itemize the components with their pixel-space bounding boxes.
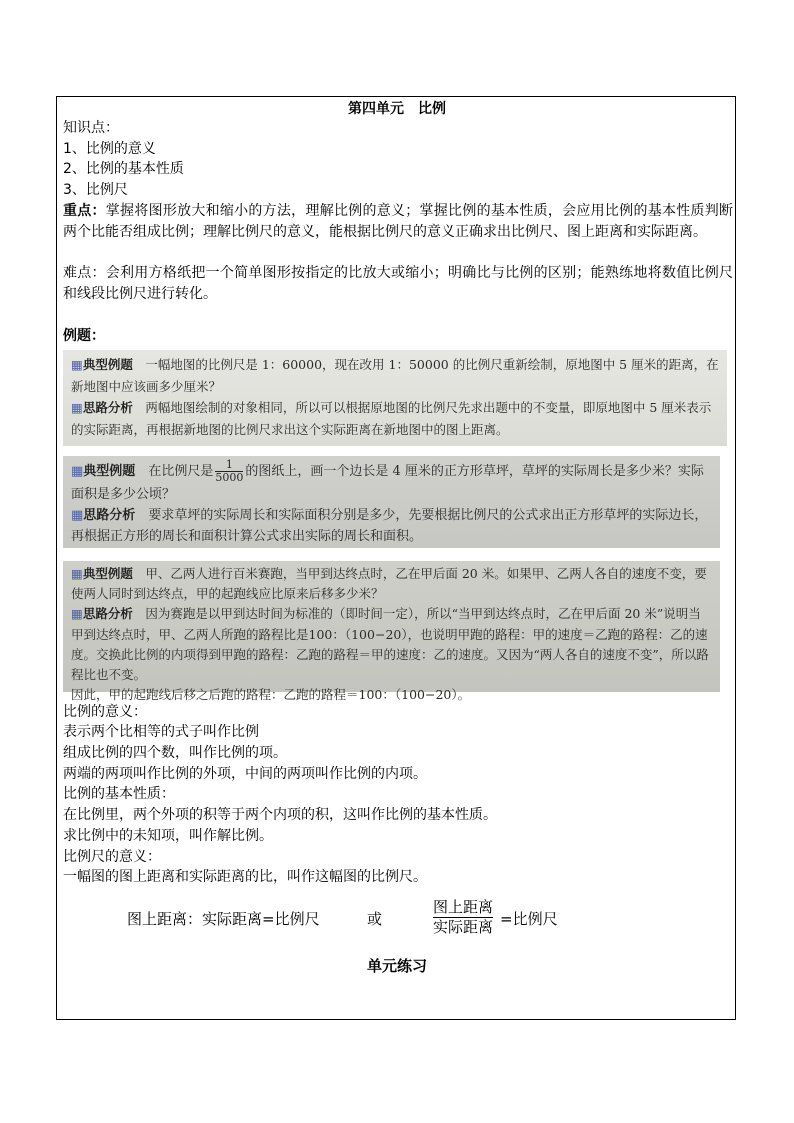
example-analysis: ▦ 思路分析 要求草坪的实际周长和实际面积分别是多少，先要根据比例尺的公式求出正方形草坪的实际边长，再根据正方形的周长和面积计算公式求出实际的周长和面积。 — [71, 505, 712, 547]
key-point-text: 掌握将图形放大和缩小的方法，理解比例的意义；掌握比例的基本性质，会应用比例的基本性质判断两个比能否组成比例；理解比例尺的意义，能根据比例尺的意义正确求出比例尺、图上距离和实际距离。 — [63, 203, 734, 240]
key-point-label: 重点： — [63, 203, 106, 219]
example-analysis: ▦ 思路分析 因为赛跑是以甲到达时间为标准的（即时间一定），所以“当甲到达终点时，乙在甲后面 20 米”说明当甲到达终点时，甲、乙两人所跑的路程比是100：（100−20），也说明甲跑的路程：甲的速度＝乙跑的路程：乙的速度。交换此比例的内项得到甲跑的路程：乙跑的路程＝甲的速度：乙的速度。又因为“两人各自的速度不变”，所以路程比也不变。 — [71, 604, 712, 685]
note-line: 比例尺的意义： — [63, 849, 161, 865]
knowledge-item: 1、比例的意义 — [63, 141, 156, 157]
analysis-tag: ▦ 思路分析 — [71, 400, 133, 415]
analysis-tag: ▦ 思路分析 — [71, 606, 133, 621]
note-line: 比例的意义： — [63, 704, 147, 720]
example-photo-1 — [63, 350, 727, 446]
example-conclusion: 因此，甲的起跑线后移之后跑的路程：乙跑的路程＝100：（100−20）。 — [71, 687, 471, 703]
knowledge-heading: 知识点： — [63, 120, 119, 136]
example-photo-3 — [63, 561, 720, 703]
note-line: 一幅图的图上距离和实际距离的比，叫作这幅图的比例尺。 — [63, 869, 427, 885]
note-line: 比例的基本性质： — [63, 786, 175, 802]
example-question: ▦ 典型例题 在比例尺是 $\frac{1}{5000}$ 的图纸上，画一个边长是 4 厘米的正方形草坪，草坪的实际周长是多少米？实际面积是多少公顷？ — [71, 459, 712, 505]
formula-or: 或 — [367, 910, 383, 928]
note-line: 表示两个比相等的式子叫作比例 — [63, 724, 259, 740]
page-title: 第四单元 比例 — [348, 101, 446, 117]
formula-equals: =比例尺 — [500, 910, 558, 928]
note-line: 两端的两项叫作比例的外项，中间的两项叫作比例的内项。 — [63, 766, 427, 782]
analysis-tag: ▦ 思路分析 — [71, 508, 135, 523]
example-tag: ▦ 典型例题 — [71, 566, 133, 581]
note-line: 组成比例的四个数，叫作比例的项。 — [63, 745, 287, 761]
example-analysis: ▦ 思路分析 两幅地图绘制的对象相同，所以可以根据原地图的比例尺先求出题中的不变量，即原地图中 5 厘米表示的实际距离，再根据新地图的比例尺求出这个实际距离在新地图中的图上距离。 — [71, 397, 719, 440]
example-question: ▦ 典型例题 甲、乙两人进行百米赛跑，当甲到达终点时，乙在甲后面 20 米。如果甲、乙两人各自的速度不变，要使两人同时到达终点，甲的起跑线应比原来后移多少米？ — [71, 564, 712, 604]
knowledge-item: 3、比例尺 — [63, 182, 128, 198]
fraction-numerator: 图上距离 — [433, 898, 494, 916]
scale-fraction: $\frac{1}{5000}$ — [215, 458, 244, 484]
note-line: 在比例里，两个外项的积等于两个内项的积，这叫作比例的基本性质。 — [63, 807, 497, 823]
example-question: ▦ 典型例题 一幅地图的比例尺是 1：60000，现在改用 1：50000 的比例尺重新绘制，原地图中 5 厘米的距离，在新地图中应该画多少厘米？ — [71, 354, 719, 397]
section-title: 单元练习 — [366, 957, 427, 975]
example-tag: ▦ 典型例题 — [71, 464, 135, 479]
fraction-denominator: 实际距离 — [433, 918, 494, 936]
example-tag: ▦ 典型例题 — [71, 357, 133, 372]
examples-heading: 例题： — [63, 328, 105, 344]
key-point — [63, 201, 733, 242]
knowledge-item: 2、比例的基本性质 — [63, 161, 184, 177]
note-line: 求比例中的未知项，叫作解比例。 — [63, 828, 273, 844]
example-photo-2 — [63, 456, 720, 548]
scale-formula: 图上距离：实际距离=比例尺 — [127, 910, 320, 928]
scale-formula-fraction — [433, 898, 493, 937]
difficult-point: 难点：会利用方格纸把一个简单图形按指定的比放大或缩小；明确比与比例的区别；能熟练地将数值比例尺和线段比例尺进行转化。 — [63, 265, 733, 302]
